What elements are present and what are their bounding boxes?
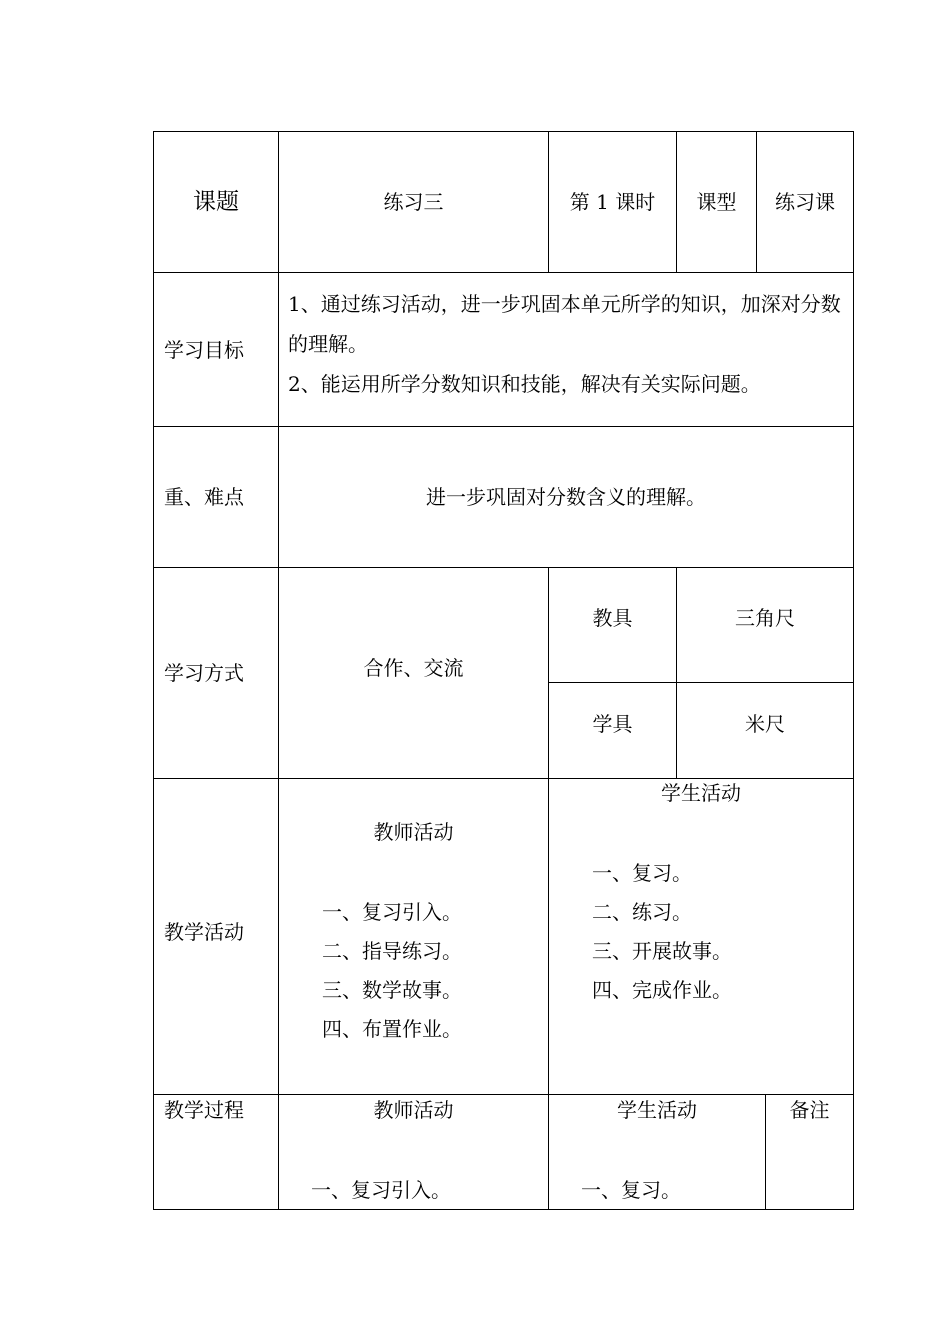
method-value: 合作、交流 [363,656,464,680]
table-border [153,1209,854,1210]
goal-line-2: 2、能运用所学分数知识和技能，解决有关实际问题。 [288,372,761,396]
list-item: 三、开展故事。 [592,939,732,963]
list-item: 一、复习引入。 [322,900,462,924]
period: 第 1 课时 [569,190,656,214]
process-teacher-title: 教师活动 [373,1098,454,1122]
method-label: 学习方式 [164,661,244,685]
list-item: 一、复习。 [592,861,692,885]
process-student-title: 学生活动 [617,1098,697,1122]
goals-content [288,284,848,404]
process-label: 教学过程 [164,1098,244,1122]
table-border [153,1094,854,1095]
list-item: 二、指导练习。 [322,939,462,963]
activities-label: 教学活动 [164,919,244,944]
process-student-first: 一、复习。 [581,1178,681,1202]
learning-aid-label: 学具 [592,712,633,736]
key-points-label: 重、难点 [164,485,244,509]
teacher-activities-list [322,893,462,1049]
type-label: 课型 [696,190,737,214]
list-item: 三、数学故事。 [322,978,462,1002]
key-points-value: 进一步巩固对分数含义的理解。 [426,485,706,509]
goals-label: 学习目标 [164,337,244,362]
list-item: 四、布置作业。 [322,1017,462,1041]
teaching-aid-label: 教具 [592,606,633,630]
teaching-aid-value: 三角尺 [735,606,795,630]
process-notes-title: 备注 [789,1098,830,1122]
list-item: 四、完成作业。 [592,978,732,1002]
process-teacher-first: 一、复习引入。 [311,1178,451,1202]
student-activities-title: 学生活动 [661,781,741,805]
list-item: 二、练习。 [592,900,692,924]
student-activities-list [592,854,732,1010]
table-border [853,131,854,1210]
teacher-activities-title: 教师活动 [373,820,454,844]
type-value: 练习课 [775,190,835,214]
learning-aid-value: 米尺 [745,712,785,736]
topic-value: 练习三 [383,190,444,214]
goal-line-1: 1、通过练习活动，进一步巩固本单元所学的知识，加深对分数的理解。 [288,292,841,356]
topic-label: 课题 [193,189,239,215]
